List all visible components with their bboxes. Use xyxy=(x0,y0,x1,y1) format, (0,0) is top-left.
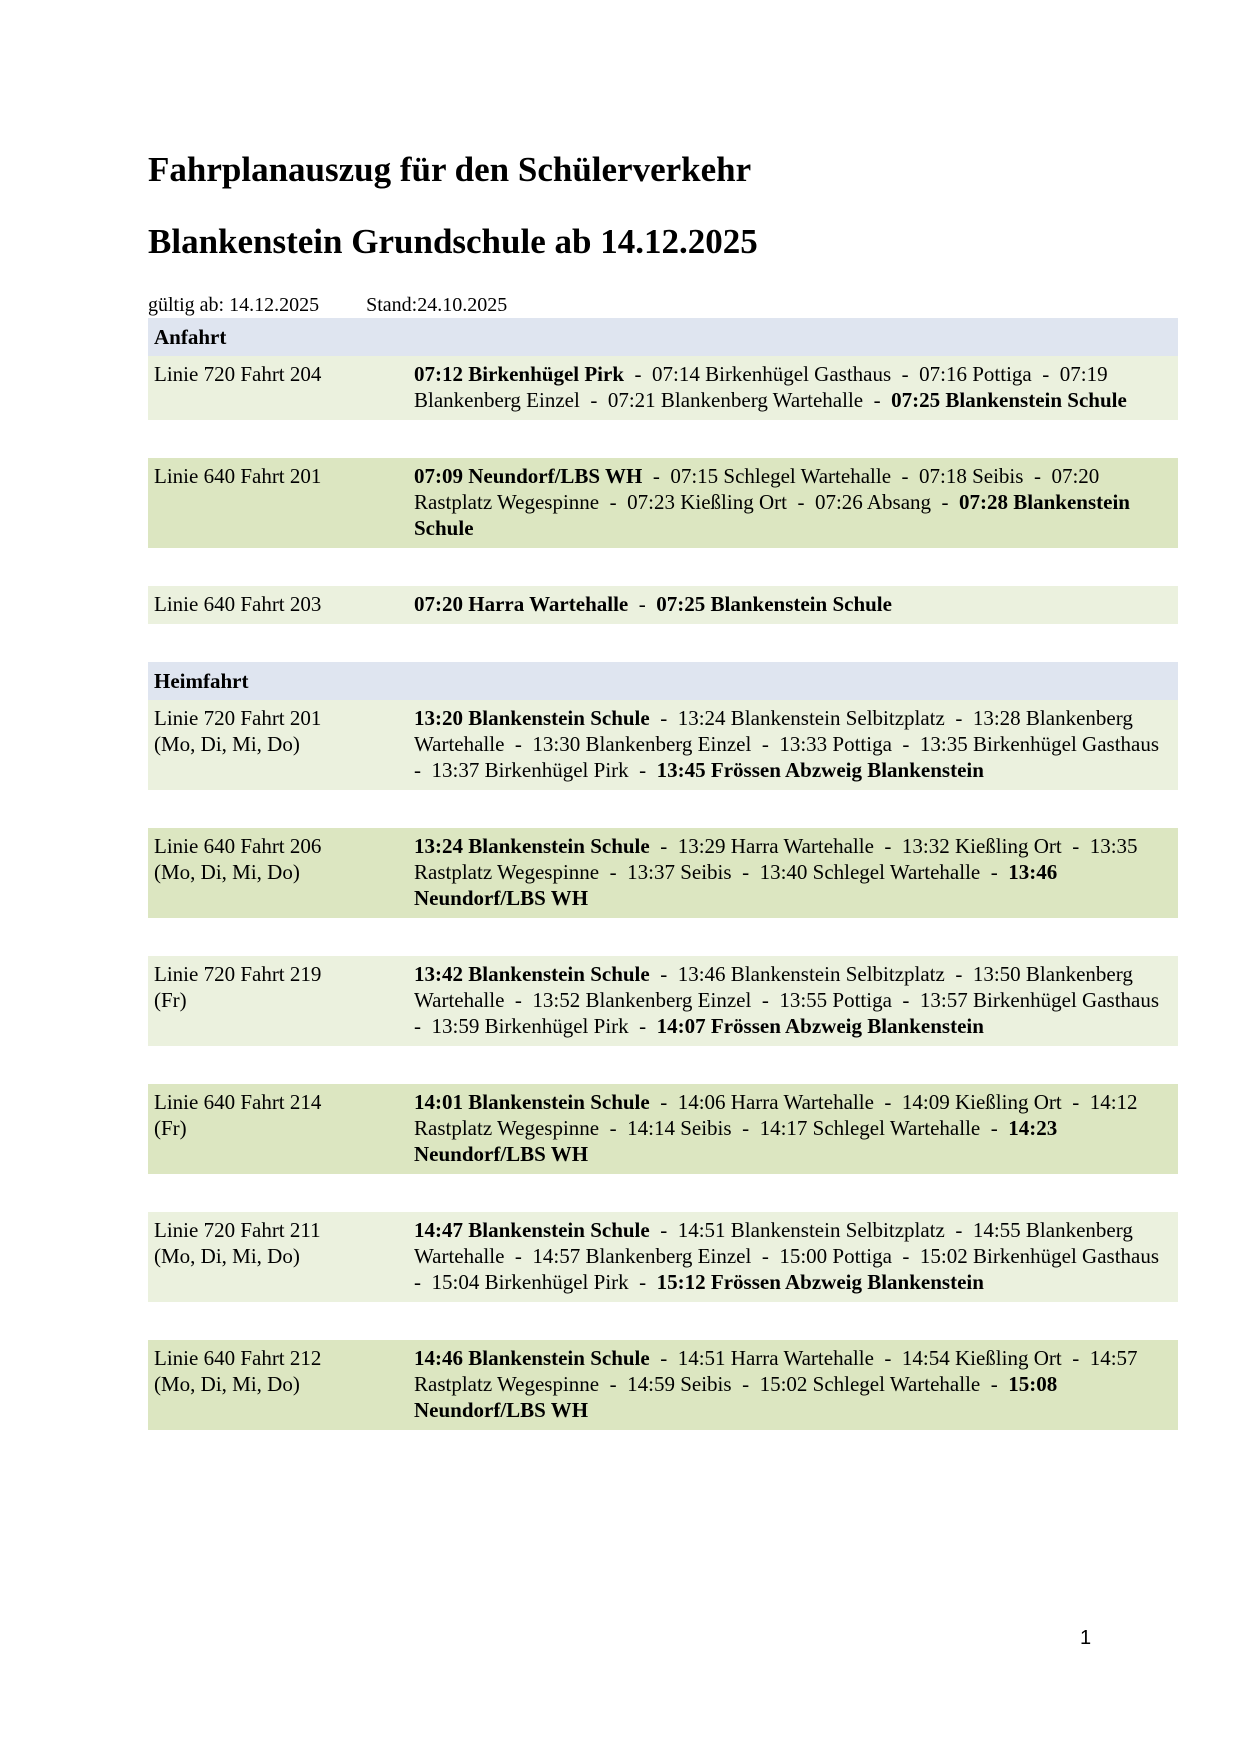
stop-entry: 15:02 Schlegel Wartehalle xyxy=(759,1372,981,1396)
stop-entry: 07:23 Kießling Ort xyxy=(627,490,787,514)
stop-entry: 07:15 Schlegel Wartehalle xyxy=(670,464,892,488)
trip-label xyxy=(148,1345,414,1423)
stop-entry: 13:29 Harra Wartehalle xyxy=(677,834,874,858)
stop-entry: 13:35 Rastplatz Wegespinne xyxy=(414,834,1138,884)
stop-entry: 14:47 Blankenstein Schule xyxy=(414,1218,650,1242)
stop-entry: 07:14 Birkenhügel Gasthaus xyxy=(652,362,892,386)
stop-entry: 13:20 Blankenstein Schule xyxy=(414,706,650,730)
stop-entry: 14:57 Blankenberg Einzel xyxy=(532,1244,752,1268)
stop-entry: 07:20 Rastplatz Wegespinne xyxy=(414,464,1100,514)
stop-entry: 13:37 Seibis xyxy=(627,860,732,884)
page-subtitle: Blankenstein Grundschule ab 14.12.2025 xyxy=(148,222,758,261)
trip-row xyxy=(148,956,1178,1046)
row-spacer xyxy=(148,918,1178,956)
stop-sequence: 14:47 Blankenstein Schule - 14:51 Blankenstein Selbitzplatz - 14:55 Blankenberg Wartehalle - 14:57 Blankenberg Einzel - 15:00 Pottiga - 15:02 Birkenhügel Gasthaus - 15:04 Birkenhügel Pirk - 15:12 Frössen Abzweig Blankenstein xyxy=(414,1218,1165,1294)
stop-entry: 13:35 Birkenhügel Gasthaus xyxy=(919,732,1160,756)
stop-entry: 13:46 Neundorf/LBS WH xyxy=(414,860,1058,910)
stop-sequence: 07:20 Harra Wartehalle - 07:25 Blankenstein Schule xyxy=(414,592,892,616)
stop-entry: 13:32 Kießling Ort xyxy=(901,834,1062,858)
row-spacer xyxy=(148,1046,1178,1084)
section-header: Heimfahrt xyxy=(148,662,1178,700)
stop-entry: 07:25 Blankenstein Schule xyxy=(891,388,1127,412)
section-spacer xyxy=(148,624,1178,662)
section-header: Anfahrt xyxy=(148,318,1178,356)
stop-entry: 14:59 Seibis xyxy=(627,1372,732,1396)
stand-date-text: Stand:24.10.2025 xyxy=(366,294,508,316)
stop-sequence: 13:20 Blankenstein Schule - 13:24 Blankenstein Selbitzplatz - 13:28 Blankenberg Wartehalle - 13:30 Blankenberg Einzel - 13:33 Pottiga - 13:35 Birkenhügel Gasthaus - 13:37 Birkenhügel Pirk - 13:45 Frössen Abzweig Blankenstein xyxy=(414,706,1165,782)
row-spacer xyxy=(148,1174,1178,1212)
page-title: Fahrplanauszug für den Schülerverkehr xyxy=(148,150,752,189)
stop-entry: 13:30 Blankenberg Einzel xyxy=(532,732,752,756)
stop-entry: 14:57 Rastplatz Wegespinne xyxy=(414,1346,1138,1396)
line-trip-number: Linie 720 Fahrt 204 xyxy=(154,362,322,386)
trip-label xyxy=(148,961,414,1039)
stop-entry: 07:09 Neundorf/LBS WH xyxy=(414,464,643,488)
stop-entry: 13:33 Pottiga xyxy=(779,732,892,756)
operating-days: (Fr) xyxy=(154,988,187,1012)
line-trip-number: Linie 640 Fahrt 212 xyxy=(154,1346,322,1370)
stop-entry: 07:19 Blankenberg Einzel xyxy=(414,362,1108,412)
stop-entry: 14:09 Kießling Ort xyxy=(901,1090,1062,1114)
trip-row xyxy=(148,700,1178,790)
row-spacer xyxy=(148,1302,1178,1340)
stop-sequence: 13:24 Blankenstein Schule - 13:29 Harra Wartehalle - 13:32 Kießling Ort - 13:35 Rastplatz Wegespinne - 13:37 Seibis - 13:40 Schlegel Wartehalle - 13:46 Neundorf/LBS WH xyxy=(414,834,1138,910)
stop-entry: 07:21 Blankenberg Wartehalle xyxy=(607,388,864,412)
stop-entry: 13:52 Blankenberg Einzel xyxy=(532,988,752,1012)
row-spacer xyxy=(148,790,1178,828)
stop-entry: 07:28 Blankenstein Schule xyxy=(414,490,1130,540)
stop-entry: 14:17 Schlegel Wartehalle xyxy=(759,1116,981,1140)
stop-entry: 13:37 Birkenhügel Pirk xyxy=(431,758,629,782)
stop-entry: 13:40 Schlegel Wartehalle xyxy=(759,860,981,884)
line-trip-number: Linie 640 Fahrt 206 xyxy=(154,834,322,858)
stop-entry: 13:45 Frössen Abzweig Blankenstein xyxy=(656,758,984,782)
stop-entry: 07:16 Pottiga xyxy=(919,362,1032,386)
stop-entry: 14:51 Blankenstein Selbitzplatz xyxy=(677,1218,945,1242)
stop-entry: 15:08 Neundorf/LBS WH xyxy=(414,1372,1058,1422)
stop-entry: 13:57 Birkenhügel Gasthaus xyxy=(919,988,1160,1012)
stop-entry: 14:06 Harra Wartehalle xyxy=(677,1090,874,1114)
stop-entry: 13:42 Blankenstein Schule xyxy=(414,962,650,986)
trip-label xyxy=(148,361,414,413)
trip-row xyxy=(148,828,1178,918)
stop-entry: 14:14 Seibis xyxy=(627,1116,732,1140)
line-trip-number: Linie 720 Fahrt 201 xyxy=(154,706,322,730)
trip-label xyxy=(148,463,414,541)
operating-days: (Mo, Di, Mi, Do) xyxy=(154,1372,300,1396)
stop-entry: 14:55 Blankenberg Wartehalle xyxy=(414,1218,1133,1268)
stop-entry: 13:46 Blankenstein Selbitzplatz xyxy=(677,962,945,986)
stop-sequence: 07:09 Neundorf/LBS WH - 07:15 Schlegel Wartehalle - 07:18 Seibis - 07:20 Rastplatz Wegespinne - 07:23 Kießling Ort - 07:26 Absang - 07:28 Blankenstein Schule xyxy=(414,464,1130,540)
stop-entry: 15:04 Birkenhügel Pirk xyxy=(431,1270,629,1294)
trip-row xyxy=(148,1084,1178,1174)
line-trip-number: Linie 720 Fahrt 211 xyxy=(154,1218,321,1242)
stop-entry: 15:00 Pottiga xyxy=(779,1244,892,1268)
trip-label xyxy=(148,1217,414,1295)
operating-days: (Fr) xyxy=(154,1116,187,1140)
row-spacer xyxy=(148,548,1178,586)
stop-entry: 07:26 Absang xyxy=(814,490,932,514)
stop-entry: 13:24 Blankenstein Selbitzplatz xyxy=(677,706,945,730)
stop-entry: 13:28 Blankenberg Wartehalle xyxy=(414,706,1133,756)
stop-entry: 14:12 Rastplatz Wegespinne xyxy=(414,1090,1138,1140)
operating-days: (Mo, Di, Mi, Do) xyxy=(154,1244,300,1268)
stop-sequence: 14:46 Blankenstein Schule - 14:51 Harra Wartehalle - 14:54 Kießling Ort - 14:57 Rastplatz Wegespinne - 14:59 Seibis - 15:02 Schlegel Wartehalle - 15:08 Neundorf/LBS WH xyxy=(414,1346,1138,1422)
stop-entry: 14:46 Blankenstein Schule xyxy=(414,1346,650,1370)
stop-entry: 13:55 Pottiga xyxy=(779,988,892,1012)
trip-label xyxy=(148,833,414,911)
page-number: 1 xyxy=(1080,1627,1092,1649)
operating-days: (Mo, Di, Mi, Do) xyxy=(154,732,300,756)
stop-sequence: 14:01 Blankenstein Schule - 14:06 Harra Wartehalle - 14:09 Kießling Ort - 14:12 Rastplatz Wegespinne - 14:14 Seibis - 14:17 Schlegel Wartehalle - 14:23 Neundorf/LBS WH xyxy=(414,1090,1138,1166)
stop-sequence: 13:42 Blankenstein Schule - 13:46 Blankenstein Selbitzplatz - 13:50 Blankenberg Wartehalle - 13:52 Blankenberg Einzel - 13:55 Pottiga - 13:57 Birkenhügel Gasthaus - 13:59 Birkenhügel Pirk - 14:07 Frössen Abzweig Blankenstein xyxy=(414,962,1165,1038)
trip-row xyxy=(148,458,1178,548)
trip-label xyxy=(148,591,414,617)
row-spacer xyxy=(148,420,1178,458)
stop-entry: 14:07 Frössen Abzweig Blankenstein xyxy=(656,1014,984,1038)
trip-row xyxy=(148,586,1178,624)
stop-entry: 07:25 Blankenstein Schule xyxy=(656,592,892,616)
trip-row xyxy=(148,356,1178,420)
valid-from-text: gültig ab: 14.12.2025 xyxy=(148,294,320,316)
trip-label xyxy=(148,1089,414,1167)
validity-info xyxy=(148,292,507,318)
stop-entry: 14:01 Blankenstein Schule xyxy=(414,1090,650,1114)
stop-sequence: 07:12 Birkenhügel Pirk - 07:14 Birkenhügel Gasthaus - 07:16 Pottiga - 07:19 Blankenberg Einzel - 07:21 Blankenberg Wartehalle - 07:25 Blankenstein Schule xyxy=(414,362,1127,412)
stop-entry: 07:12 Birkenhügel Pirk xyxy=(414,362,625,386)
stop-entry: 15:12 Frössen Abzweig Blankenstein xyxy=(656,1270,984,1294)
timetable xyxy=(148,318,1178,1430)
stop-entry: 15:02 Birkenhügel Gasthaus xyxy=(919,1244,1160,1268)
stop-entry: 13:50 Blankenberg Wartehalle xyxy=(414,962,1133,1012)
stop-entry: 14:23 Neundorf/LBS WH xyxy=(414,1116,1058,1166)
line-trip-number: Linie 640 Fahrt 214 xyxy=(154,1090,322,1114)
line-trip-number: Linie 640 Fahrt 201 xyxy=(154,464,322,488)
stop-entry: 13:24 Blankenstein Schule xyxy=(414,834,650,858)
stop-entry: 14:54 Kießling Ort xyxy=(901,1346,1062,1370)
trip-label xyxy=(148,705,414,783)
stop-entry: 13:59 Birkenhügel Pirk xyxy=(431,1014,629,1038)
stop-entry: 14:51 Harra Wartehalle xyxy=(677,1346,874,1370)
stop-entry: 07:20 Harra Wartehalle xyxy=(414,592,629,616)
trip-row xyxy=(148,1212,1178,1302)
operating-days: (Mo, Di, Mi, Do) xyxy=(154,860,300,884)
line-trip-number: Linie 640 Fahrt 203 xyxy=(154,592,322,616)
trip-row xyxy=(148,1340,1178,1430)
line-trip-number: Linie 720 Fahrt 219 xyxy=(154,962,322,986)
stop-entry: 07:18 Seibis xyxy=(919,464,1024,488)
